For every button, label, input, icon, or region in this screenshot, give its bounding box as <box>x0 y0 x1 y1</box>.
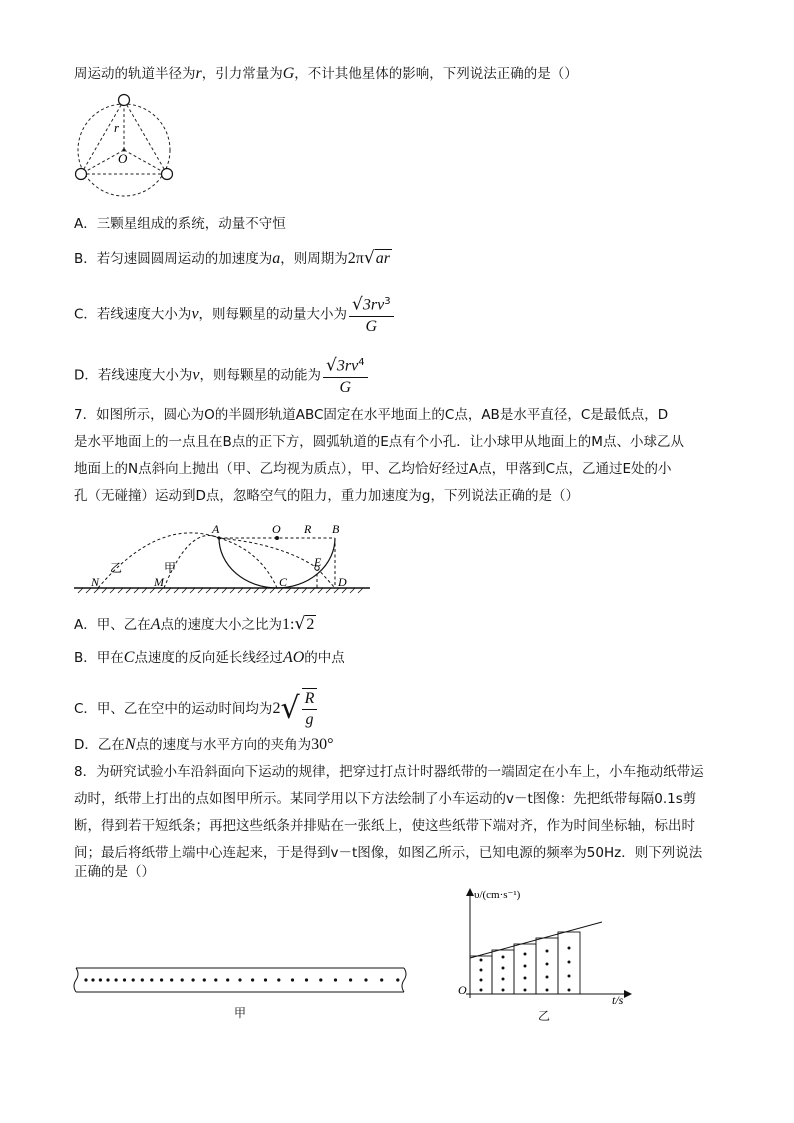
q7-var-C: C <box>123 649 135 666</box>
q6-option-c <box>74 292 396 337</box>
tape-dot <box>106 978 109 981</box>
q7-option-c-text: C．甲、乙在空中的运动时间均为 <box>74 701 273 717</box>
q6-var-v: v <box>191 305 199 323</box>
q7-label-A: A <box>212 522 220 536</box>
radical-sign: √ <box>326 355 337 376</box>
q7-label-E: E <box>314 555 322 569</box>
q6-var-a: a <box>272 250 281 267</box>
q6-label-O: O <box>118 151 128 166</box>
q6-option-c-text-2: ，则每颗星的动量大小为 <box>198 306 348 323</box>
q6-option-b-text-2: ，则周期为 <box>280 251 348 267</box>
strip-dot <box>568 975 571 978</box>
tape-dot <box>380 978 383 981</box>
q7-c-numerator: R <box>302 689 318 710</box>
radical-sign: √ <box>352 294 363 315</box>
q7-angle-value: 30° <box>311 736 334 753</box>
strip-dot <box>502 956 505 959</box>
tape-strip <box>470 956 492 994</box>
radical-sign: √ <box>294 614 306 634</box>
strip-dot <box>502 978 505 981</box>
strip-dot <box>524 965 527 968</box>
q7-ratio: 1: <box>282 616 295 633</box>
q7-c-denominator: g <box>305 711 314 728</box>
q6-var-G: G <box>282 65 295 82</box>
q6-d-numerator: 3rv <box>336 357 359 375</box>
q8-paper-tape-figure <box>72 962 408 998</box>
tape-dot <box>160 978 163 981</box>
tape-dot <box>251 978 254 981</box>
tape-dot <box>319 978 322 981</box>
q6-three-star-figure <box>68 90 180 202</box>
tape-dot <box>141 978 144 981</box>
q7-label-B: B <box>332 522 340 536</box>
q6-d-denominator: G <box>339 378 352 396</box>
q6-option-b <box>74 248 392 269</box>
q6-d-exponent: 4 <box>358 357 365 368</box>
q6-star-top <box>119 95 130 106</box>
strip-dot <box>568 947 571 950</box>
q7-option-c-fraction <box>302 688 318 730</box>
q6-intro-text-3: ，不计其他星体的影响，下列说法正确的是（） <box>294 66 578 82</box>
q7-option-a <box>74 614 316 635</box>
q8-y-axis-label: υ/(cm·s⁻¹) <box>474 889 521 901</box>
q7-label-N: N <box>91 575 100 589</box>
tape-dot <box>115 978 118 981</box>
q6-c-denominator: G <box>365 317 378 335</box>
q7-stem-line: 是水平地面上的一点且在B点的正下方，圆弧轨道的E点有个小孔．让小球甲从地面上的M点、小球乙从 <box>74 434 684 450</box>
strip-dot <box>546 989 549 992</box>
q7-coefficient-2: 2 <box>272 700 281 717</box>
tape-dot <box>170 978 173 981</box>
q8-origin-label: O <box>458 983 467 997</box>
q6-option-d-text: D．若线速度大小为 <box>74 367 193 384</box>
q7-point-A <box>217 536 220 539</box>
tape-strip <box>514 944 536 994</box>
q6-star-left <box>76 169 87 180</box>
strip-dot <box>524 953 527 956</box>
q6-option-a: A．三颗星组成的系统，动量不守恒 <box>74 216 286 232</box>
q8-stem-line: 断，得到若干短纸条；再把这些纸条并排贴在一张纸上，使这些纸带下端对齐，作为时间坐标轴，标出时 <box>74 818 695 834</box>
q7-option-b-text-2: 点速度的反向延长线经过 <box>134 650 283 666</box>
q7-label-C: C <box>279 575 288 589</box>
q7-option-d <box>74 735 333 755</box>
q7-trajectory-figure <box>72 520 372 604</box>
q7-label-jia: 甲 <box>164 561 177 575</box>
tape-dot <box>264 978 267 981</box>
radical-sign: √ <box>280 691 300 726</box>
q7-stem-line: 孔（无碰撞）运动到D点，忽略空气的阻力，重力加速度为g，下列说法正确的是（） <box>74 488 579 504</box>
q8-x-axis-label: t/s <box>612 993 624 1006</box>
tape-dot <box>349 978 352 981</box>
q7-radicand-2: 2 <box>306 616 315 633</box>
q7-label-yi: 乙 <box>110 561 123 575</box>
tape-dot <box>364 978 367 981</box>
strip-dot <box>524 977 527 980</box>
q6-option-c-fraction <box>349 292 394 337</box>
tape-dot <box>203 978 206 981</box>
strip-dot <box>480 989 483 992</box>
tape-dot <box>123 978 126 981</box>
strip-dot <box>480 979 483 982</box>
q6-option-d-fraction <box>323 353 368 398</box>
q6-c-exponent: 3 <box>384 296 391 307</box>
q6-intro <box>74 64 578 84</box>
q7-stem-line: 7．如图所示，圆心为O的半圆形轨道ABC固定在水平地面上的C点，AB是水平直径，C是最低点，D <box>74 407 669 423</box>
q6-triangle-side <box>124 100 167 174</box>
q8-stem-line: 8．为研究试验小车沿斜面向下运动的规律，把穿过打点计时器纸带的一端固定在小车上，小车拖动纸带运 <box>74 764 704 780</box>
q7-label-R: R <box>304 522 312 536</box>
q6-star-right <box>162 169 173 180</box>
tape-dot <box>305 978 308 981</box>
q7-E-to-D <box>317 568 335 588</box>
q8-v-axis-arrow <box>466 888 474 896</box>
tape-dot <box>238 978 241 981</box>
radical-sign: √ <box>363 248 375 268</box>
q7-option-a-text: A．甲、乙在 <box>74 617 151 633</box>
tape-dot <box>132 978 135 981</box>
q7-label-D: D <box>338 575 347 589</box>
tape-dot <box>291 978 294 981</box>
strip-dot <box>480 969 483 972</box>
tape-strip <box>536 938 558 994</box>
q6-intro-text-2: ，引力常量为 <box>201 66 283 82</box>
q6-two-pi: 2π <box>347 250 364 267</box>
q8-stem-line: 间；最后将纸带上端中心连起来，于是得到v－t图像，如图乙所示，已知电源的频率为50Hz．则下列说法 <box>74 845 703 861</box>
tape-dot <box>192 978 195 981</box>
strip-dot <box>502 989 505 992</box>
q7-var-A: A <box>150 616 161 633</box>
q6-label-r: r <box>114 120 120 135</box>
q7-label-O: O <box>272 522 281 536</box>
q7-option-d-text-2: 点的速度与水平方向的夹角为 <box>135 737 312 753</box>
strip-dot <box>502 967 505 970</box>
strip-dot <box>480 959 483 962</box>
strip-dot <box>568 989 571 992</box>
q7-option-b-text-3: 的中点 <box>304 650 345 666</box>
q8-tape-right-tear <box>402 968 406 992</box>
q7-trajectory-jia <box>164 535 277 588</box>
q6-option-d <box>74 353 370 398</box>
tape-dot <box>277 978 280 981</box>
tape-dot <box>214 978 217 981</box>
tape-dot <box>99 978 102 981</box>
strip-dot <box>524 989 527 992</box>
q7-option-d-text: D．乙在 <box>74 737 125 753</box>
q7-option-b <box>74 648 345 668</box>
q6-radicand-ar: ar <box>375 250 390 267</box>
q6-option-d-text-2: ，则每颗星的动能为 <box>199 367 322 384</box>
q8-tape-left-tear <box>74 968 78 992</box>
tape-dot <box>226 978 229 981</box>
q7-var-N: N <box>124 736 136 753</box>
tape-dot <box>150 978 153 981</box>
q8-vt-graph-figure <box>452 884 642 1006</box>
strip-dot <box>546 950 549 953</box>
q6-option-b-text: B．若匀速圆圆周运动的加速度为 <box>74 251 273 267</box>
q8-stem-line: 动时，纸带上打出的点如图甲所示。某同学用以下方法绘制了小车运动的v－t图像：先把纸带每隔0.1s剪 <box>74 791 697 807</box>
tape-dot <box>396 978 399 981</box>
q7-option-b-text: B．甲在 <box>74 650 124 666</box>
q6-var-r: r <box>195 65 202 82</box>
q8-t-axis-arrow <box>624 990 632 998</box>
q6-option-c-text: C．若线速度大小为 <box>74 306 192 323</box>
tape-dot <box>181 978 184 981</box>
strip-dot <box>546 976 549 979</box>
q7-var-AO: AO <box>282 649 305 666</box>
q8-caption-yi: 乙 <box>538 1009 551 1023</box>
q7-option-c <box>74 688 319 730</box>
tape-dot <box>91 978 94 981</box>
strip-dot <box>546 963 549 966</box>
q7-point-O <box>275 536 279 540</box>
q7-option-a-text-2: 点的速度大小之比为 <box>160 617 283 633</box>
q8-tape-dots <box>84 978 399 981</box>
q8-stem-line: 正确的是（） <box>74 864 155 880</box>
q8-tape-strips <box>470 932 580 994</box>
q6-var-v: v <box>192 366 200 384</box>
q8-caption-jia: 甲 <box>234 1006 247 1020</box>
tape-dot <box>84 978 87 981</box>
q6-c-numerator: 3rv <box>362 296 385 314</box>
q7-label-M: M <box>154 575 164 589</box>
q6-intro-text: 周运动的轨道半径为 <box>74 66 196 82</box>
strip-dot <box>568 961 571 964</box>
q7-stem-line: 地面上的N点斜向上抛出（甲、乙均视为质点），甲、乙均恰好经过A点，甲落到C点，乙通过E处的小 <box>74 461 672 477</box>
tape-dot <box>334 978 337 981</box>
